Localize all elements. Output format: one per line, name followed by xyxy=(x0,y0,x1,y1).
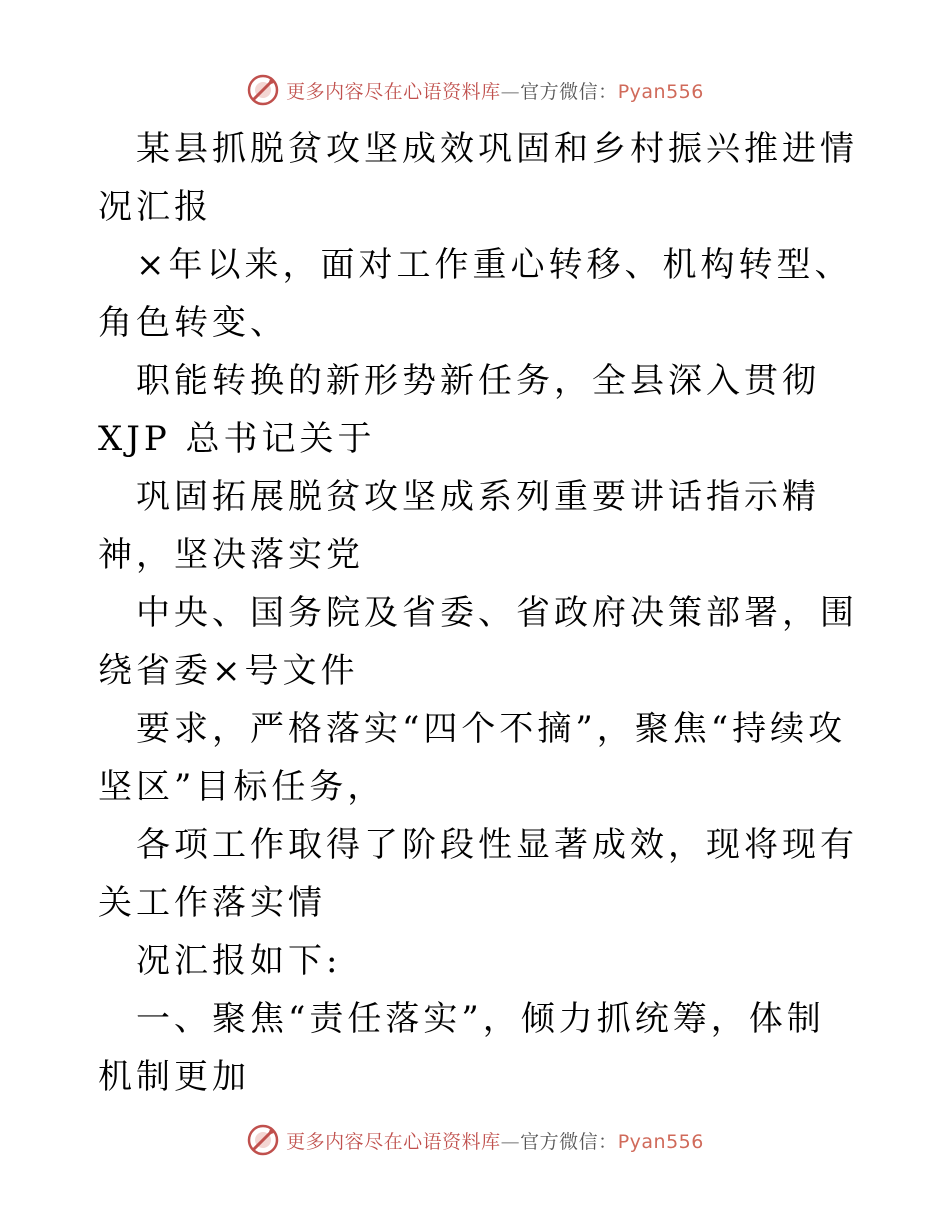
watermark-dash: — xyxy=(500,1130,521,1153)
watermark-dash: — xyxy=(500,80,521,103)
watermark-main: 更多内容尽在心语资料库 xyxy=(286,80,501,103)
pen-logo-icon xyxy=(246,1123,280,1157)
watermark-handle: Pyan556 xyxy=(617,1130,704,1153)
pen-logo-icon xyxy=(246,73,280,107)
watermark-handle: Pyan556 xyxy=(617,80,704,103)
footer-watermark xyxy=(0,1120,950,1160)
paragraph: 各项工作取得了阶段性显著成效，现将现有关工作落实情 xyxy=(98,825,858,923)
paragraph: 要求，严格落实“四个不摘”，聚焦“持续攻坚区”目标任务， xyxy=(98,709,847,807)
watermark-wechat-label: 官方微信： xyxy=(520,80,618,103)
paragraph: 职能转换的新形势新任务，全县深入贯彻 XJP 总书记关于 xyxy=(98,361,820,459)
section-heading: 一、聚焦“责任落实”，倾力抓统筹，体制机制更加 xyxy=(98,999,825,1097)
document-title: 某县抓脱贫攻坚成效巩固和乡村振兴推进情况汇报 xyxy=(98,129,858,227)
document-body xyxy=(98,120,858,1106)
watermark-wechat-label: 官方微信： xyxy=(520,1130,618,1153)
watermark-text xyxy=(286,77,704,104)
paragraph: 中央、国务院及省委、省政府决策部署，围绕省委×号文件 xyxy=(98,593,858,691)
header-watermark xyxy=(0,70,950,110)
paragraph: ×年以来，面对工作重心转移、机构转型、角色转变、 xyxy=(98,245,853,343)
watermark-text xyxy=(286,1127,704,1154)
watermark-main: 更多内容尽在心语资料库 xyxy=(286,1130,501,1153)
paragraph: 巩固拓展脱贫攻坚成系列重要讲话指示精神，坚决落实党 xyxy=(98,477,820,575)
paragraph: 况汇报如下: xyxy=(136,941,342,981)
